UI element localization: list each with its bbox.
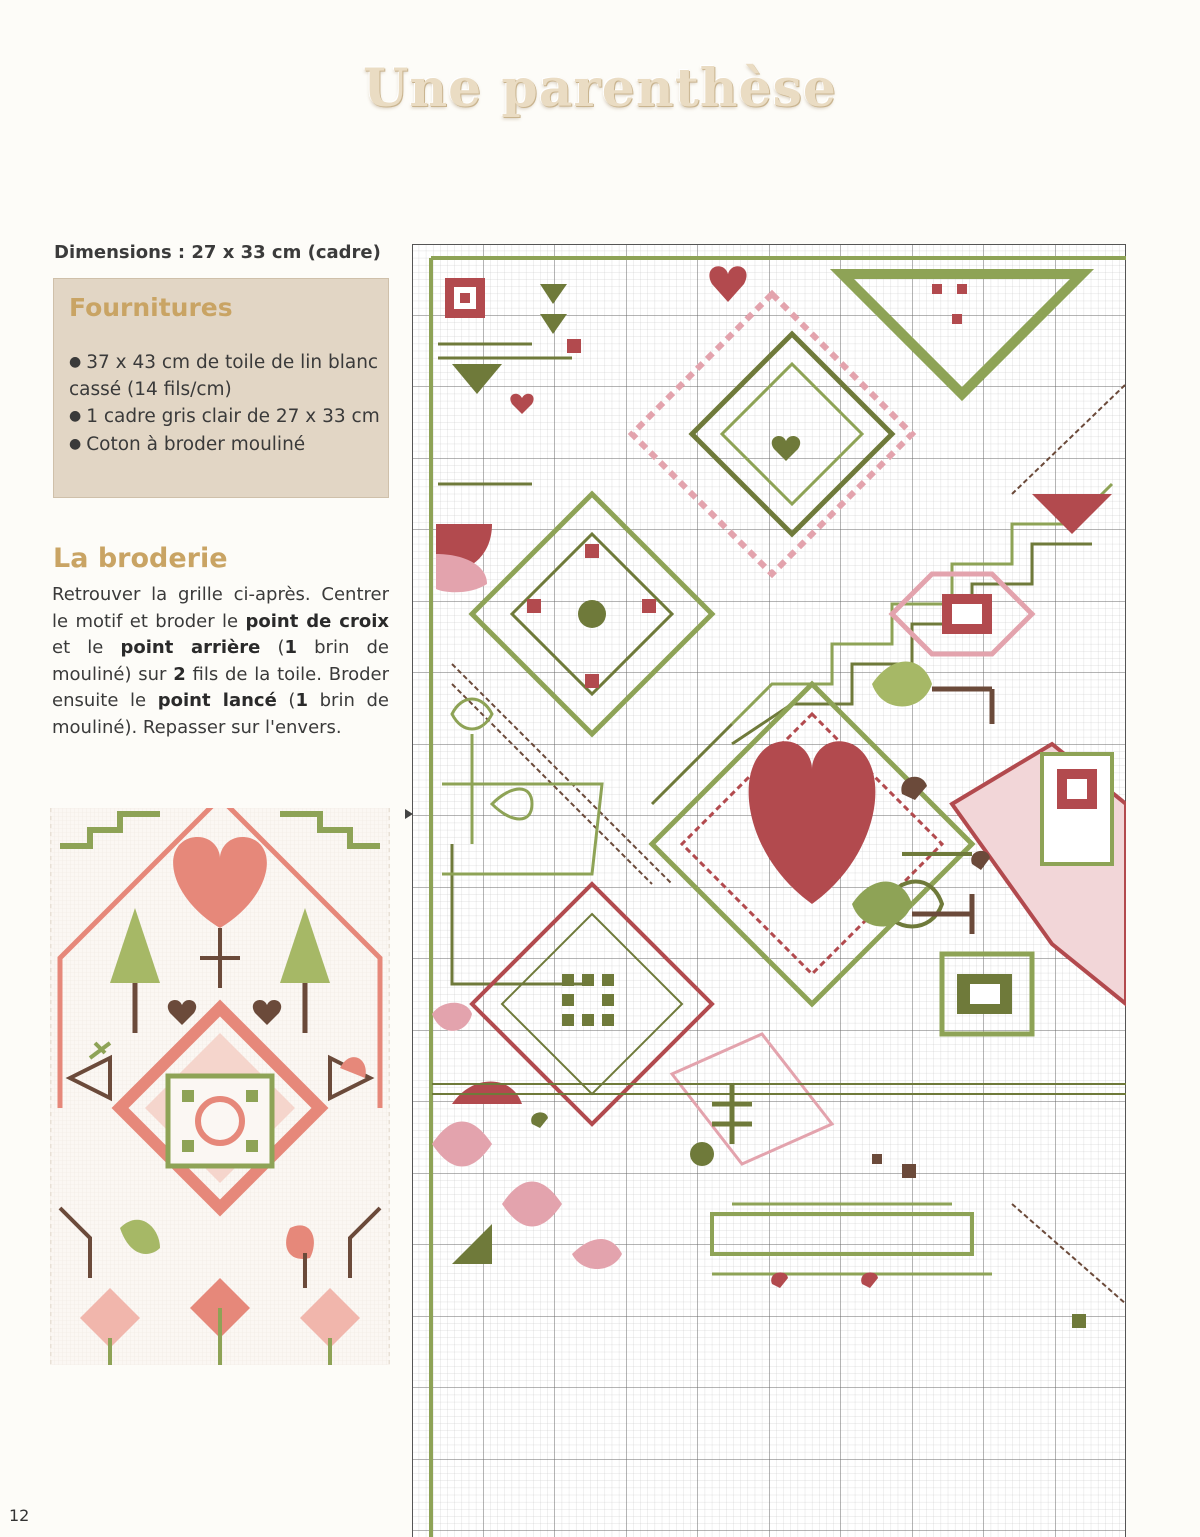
supplies-item-text: 1 cadre gris clair de 27 x 33 cm xyxy=(86,406,380,427)
supplies-item xyxy=(69,349,389,403)
dimensions-label: Dimensions : 27 x 33 cm (cadre) xyxy=(54,242,381,263)
page-number: 12 xyxy=(9,1506,30,1525)
supplies-item xyxy=(69,403,389,431)
embroidery-sample-photo xyxy=(50,808,390,1365)
cross-stitch-chart xyxy=(412,244,1126,1537)
supplies-item xyxy=(69,431,389,459)
supplies-item-text: Coton à broder mouliné xyxy=(86,433,306,455)
supplies-item-text: 37 x 43 cm de toile de lin blanc cassé (14 fils/cm) xyxy=(69,352,379,400)
bullet-icon: ● xyxy=(69,408,82,424)
bullet-icon: ● xyxy=(69,435,82,452)
embroidery-title: La broderie xyxy=(53,543,228,574)
chart-center-marker-icon xyxy=(405,809,413,819)
page-title: Une parenthèse xyxy=(363,58,837,119)
embroidery-instructions: Retrouver la grille ci-après. Centrer le motif et broder le point de croix et le point arrière (1 brin de mouliné) sur 2 fils de la toile. Broder ensuite le point lancé (1 brin de mouliné). Repasser sur l'envers. xyxy=(52,584,389,738)
supplies-title: Fournitures xyxy=(69,293,233,322)
bullet-icon: ● xyxy=(69,354,82,370)
supplies-list xyxy=(69,349,389,458)
supplies-box xyxy=(53,278,389,498)
